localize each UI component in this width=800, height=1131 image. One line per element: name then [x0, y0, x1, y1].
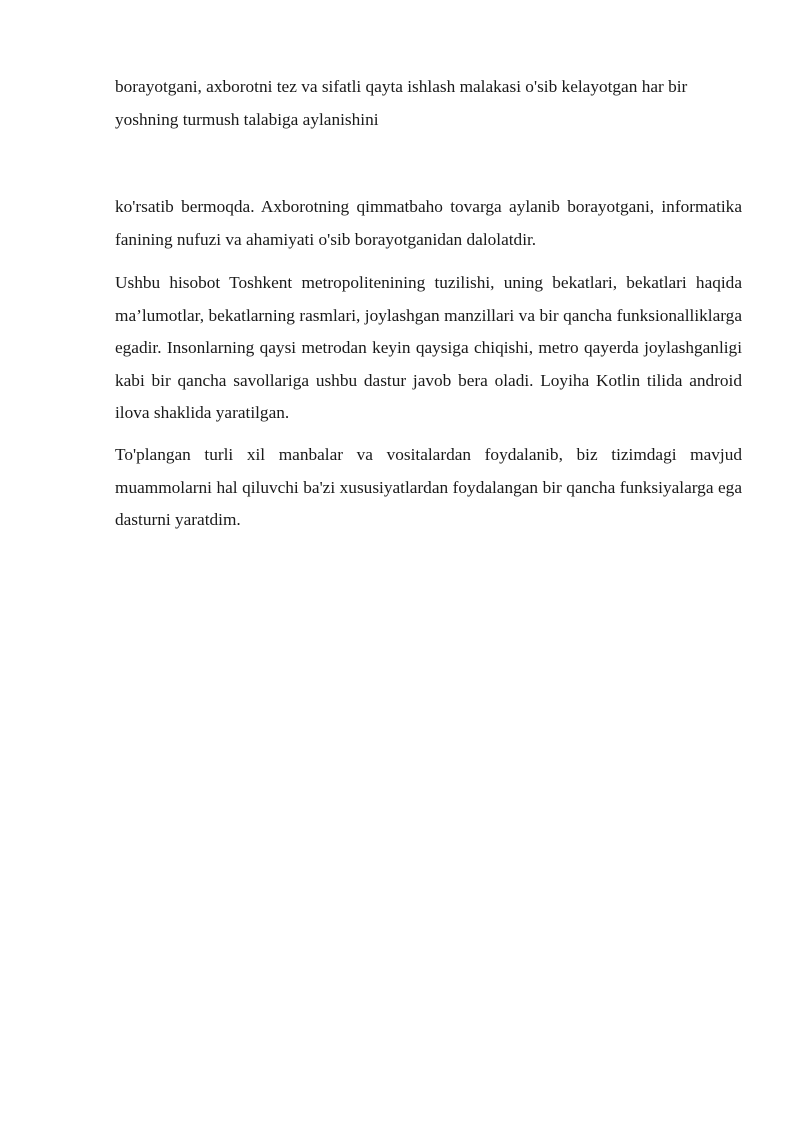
paragraph-text: ko'rsatib bermoqda. Axborotning qimmatbaho tovarga aylanib borayotgani, informatika fanining nufuzi va ahamiyati o'sib borayotganidan dalolatdir.	[115, 197, 742, 249]
paragraph-text: borayotgani, axborotni tez va sifatli qayta ishlash malakasi o'sib kelayotgan har bir yoshning turmush talabiga aylanishini	[115, 77, 688, 129]
paragraph-conclusion	[115, 439, 742, 537]
paragraph-report-description	[115, 267, 742, 430]
paragraph-continuation	[115, 71, 742, 136]
paragraph-text: Ushbu hisobot Toshkent metropolitenining tuzilishi, uning bekatlari, bekatlari haqida ma’lumotlar, bekatlarning rasmlari, joylashgan manzillari va bir qancha funksionalliklarga egadir. Insonlarning qaysi metrodan keyin qaysiga chiqishi, metro qayerda joylashganligi kabi bir qancha savollariga ushbu dastur javob bera oladi. Loyiha Kotlin tilida android ilova shaklida yaratilgan.	[115, 273, 742, 422]
paragraph-after-break	[115, 191, 742, 256]
paragraph-text: To'plangan turli xil manbalar va vositalardan foydalanib, biz tizimdagi mavjud muammolarni hal qiluvchi ba'zi xususiyatlardan foydalangan bir qancha funksiyalarga ega dasturni yaratdim.	[115, 445, 742, 529]
